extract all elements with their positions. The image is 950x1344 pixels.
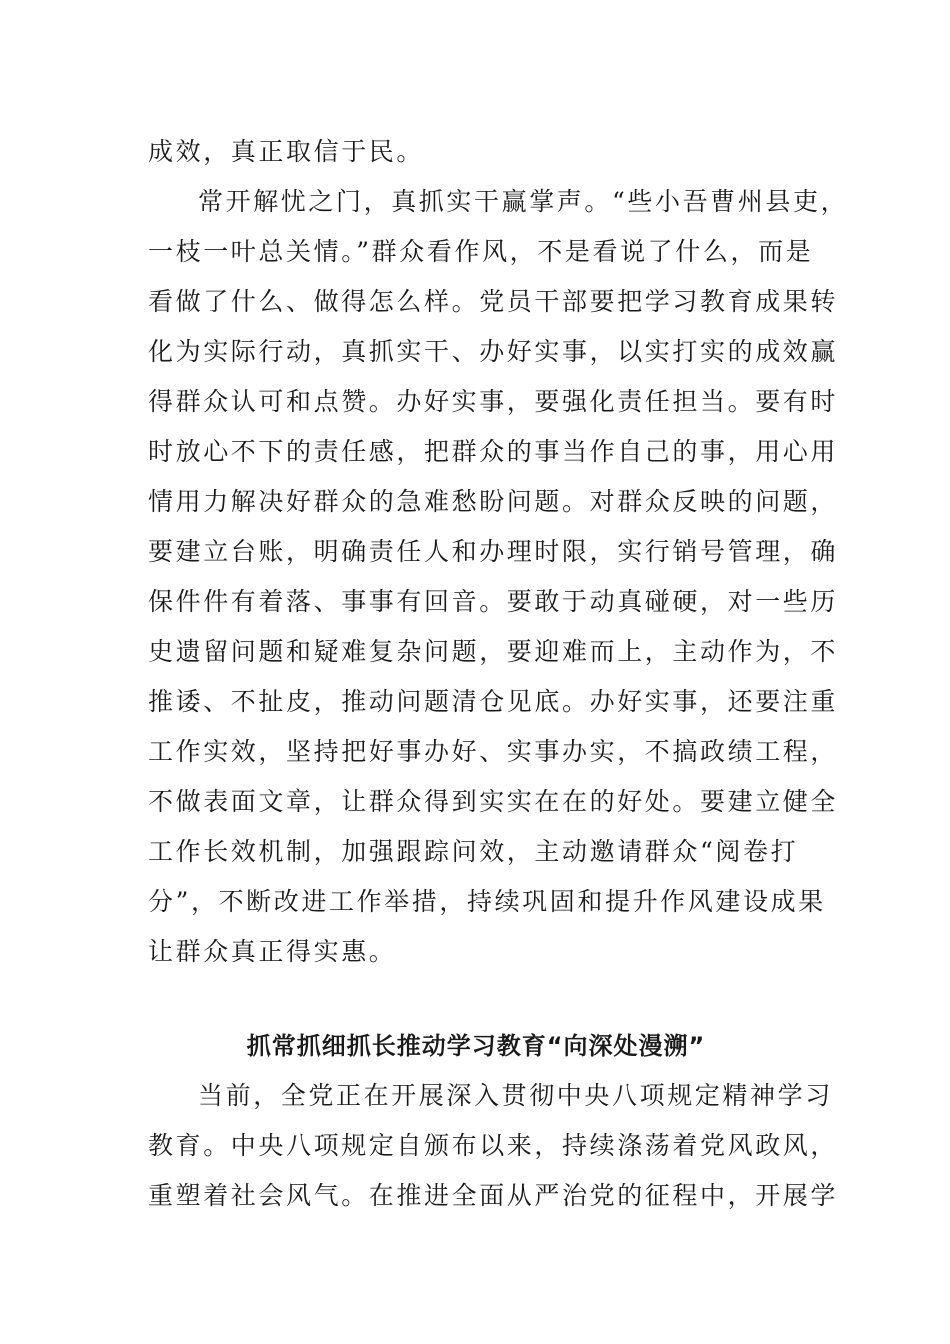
paragraph-line: 保件件有着落、事事有回音。要敢于动真碰硬，对一些历 (148, 587, 839, 616)
paragraph-line: 让群众真正得实惠。 (148, 937, 397, 966)
paragraph-line: 得群众认可和点赞。办好实事，要强化责任担当。要有时 (148, 387, 839, 416)
paragraph-line: 重塑着社会风气。在推进全面从严治党的征程中，开展学 (148, 1181, 839, 1210)
paragraph-line: 要建立台账，明确责任人和办理时限，实行销号管理，确 (148, 537, 839, 566)
paragraph-line: 一枝一叶总关情。”群众看作风，不是看说了什么，而是 (148, 237, 814, 266)
paragraph-line: 看做了什么、做得怎么样。党员干部要把学习教育成果转 (148, 287, 839, 316)
section-heading: 抓常抓细抓长推动学习教育“向深处漫溯” (246, 1032, 706, 1060)
paragraph-line: 教育。中央八项规定自颁布以来，持续涤荡着党风政风， (148, 1131, 839, 1160)
paragraph-line: 当前，全党正在开展深入贯彻中央八项规定精神学习 (198, 1081, 833, 1110)
paragraph-line: 常开解忧之门，真抓实干赢掌声。“些小吾曹州县吏， (198, 187, 849, 216)
paragraph-line: 时放心不下的责任感，把群众的事当作自己的事，用心用 (148, 437, 839, 466)
paragraph-line: 分”，不断改进工作举措，持续巩固和提升作风建设成果 (148, 887, 826, 916)
paragraph-line: 推诿、不扯皮，推动问题清仓见底。办好实事，还要注重 (148, 687, 839, 716)
paragraph-line: 情用力解决好群众的急难愁盼问题。对群众反映的问题， (148, 487, 839, 516)
paragraph-line: 化为实际行动，真抓实干、办好实事，以实打实的成效赢 (148, 337, 839, 366)
paragraph-line: 工作长效机制，加强跟踪问效，主动邀请群众“阅卷打 (148, 837, 799, 866)
paragraph-line: 史遗留问题和疑难复杂问题，要迎难而上，主动作为，不 (148, 637, 839, 666)
paragraph-line: 成效，真正取信于民。 (148, 137, 425, 166)
paragraph-line: 不做表面文章，让群众得到实实在在的好处。要建立健全 (148, 787, 839, 816)
paragraph-line: 工作实效，坚持把好事办好、实事办实，不搞政绩工程， (148, 737, 839, 766)
